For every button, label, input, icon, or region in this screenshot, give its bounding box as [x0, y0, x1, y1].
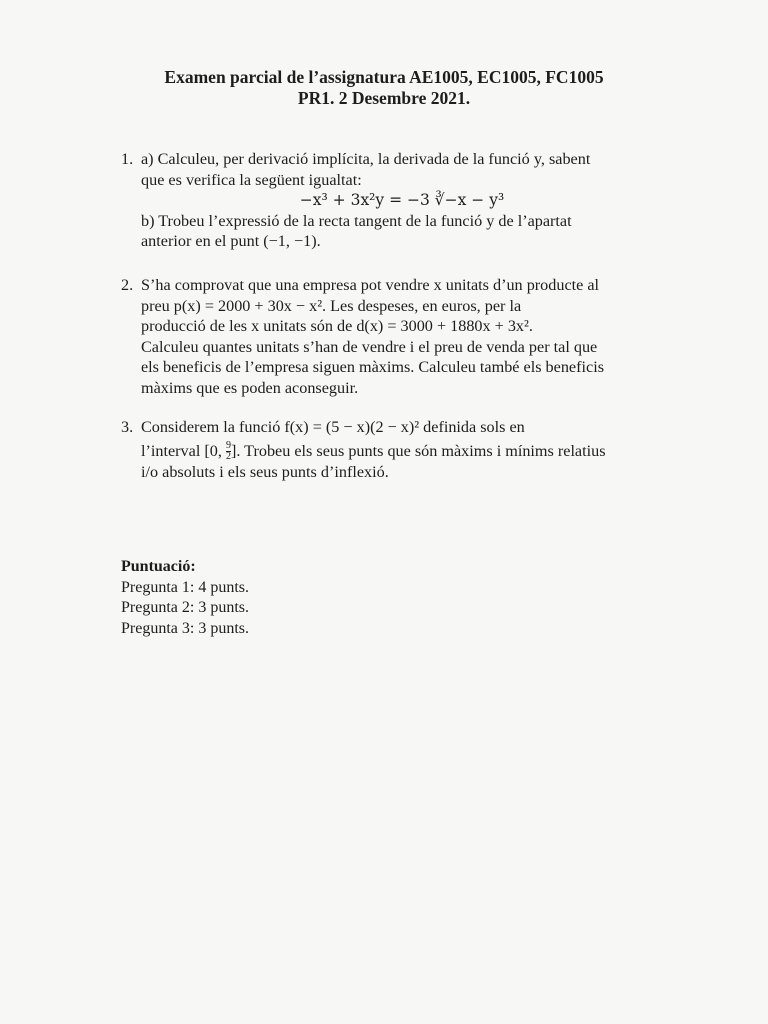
exam-title: Examen parcial de l’assignatura AE1005, EC1005, FC1005 [164, 67, 604, 87]
question-1-part-b-line1: b) Trobeu l’expressió de la recta tangent de la funció y de l’apartat [141, 211, 572, 230]
question-1-part-a-line2: que es verifica la següent igualtat: [141, 170, 362, 189]
question-1 [121, 149, 663, 252]
question-3-line3: i/o absoluts i els seus punts d’inflexió. [141, 463, 389, 482]
question-2 [121, 275, 663, 398]
question-2-line4: Calculeu quantes unitats s’han de vendre i el preu de venda per tal que [141, 337, 598, 356]
score-title: Puntuació: [121, 558, 196, 575]
question-1-part-b-line2: anterior en el punt (−1, −1). [141, 232, 321, 250]
interval-suffix: ]. Trobeu els seus punts que són màxims i mínims relatius [230, 441, 606, 460]
question-3-line1: Considerem la funció f(x) = (5 − x)(2 − x)² definida sols en [141, 418, 525, 436]
question-2-line3: producció de les x unitats són de d(x) = 3000 + 1880x + 3x². [141, 317, 533, 335]
question-1-formula: −x³ + 3x²y = −3 ∛−x − y³ [299, 191, 505, 209]
score-item-2: Pregunta 2: 3 punts. [121, 599, 249, 616]
exam-date: PR1. 2 Desembre 2021. [297, 88, 471, 108]
question-2-number: 2. [121, 276, 134, 294]
question-3 [121, 417, 663, 483]
score-section [121, 557, 249, 639]
question-2-line6: màxims que es poden aconseguir. [141, 378, 359, 397]
question-3-number: 3. [121, 418, 134, 436]
fraction-denominator: 2 [225, 451, 231, 463]
question-2-line2: preu p(x) = 2000 + 30x − x². Les despeses, en euros, per la [141, 296, 522, 315]
question-2-line5: els beneficis de l’empresa siguen màxims. Calculeu també els beneficis [141, 358, 604, 376]
exam-header [0, 67, 768, 109]
score-item-1: Pregunta 1: 4 punts. [121, 578, 249, 596]
fraction-numerator: 9 [225, 440, 231, 452]
interval-prefix: l’interval [0, [141, 441, 226, 460]
question-2-line1: S’ha comprovat que una empresa pot vendre x unitats d’un producte al [141, 276, 600, 294]
question-1-part-a-line1: a) Calculeu, per derivació implícita, la derivada de la funció y, sabent [141, 150, 591, 168]
score-item-3: Pregunta 3: 3 punts. [121, 619, 249, 637]
question-1-number: 1. [121, 150, 134, 168]
question-3-line2 [141, 441, 663, 463]
